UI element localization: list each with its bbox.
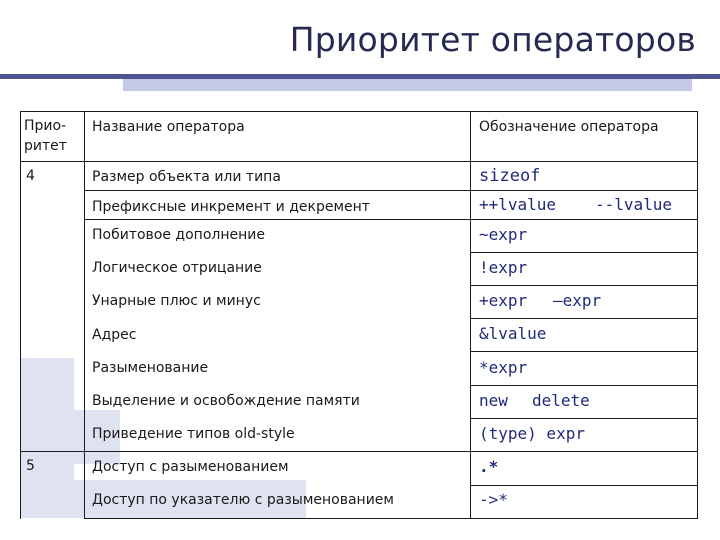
row-divider xyxy=(470,385,698,386)
column-divider-1 xyxy=(84,111,85,519)
row-divider xyxy=(470,418,698,419)
operator-notation: .* xyxy=(479,457,499,476)
operator-notation: sizeof xyxy=(479,166,541,186)
header-notation: Обозначение оператора xyxy=(479,119,659,135)
row-divider xyxy=(470,252,698,253)
operator-notation: --lvalue xyxy=(595,195,673,214)
row-divider xyxy=(84,190,698,191)
operator-notation: –expr xyxy=(553,291,602,310)
header-name: Название оператора xyxy=(92,119,245,135)
operator-notation: &lvalue xyxy=(479,324,547,343)
operator-notation: new xyxy=(479,391,508,410)
operator-name: Размер объекта или типа xyxy=(92,169,281,185)
operator-name: Унарные плюс и минус xyxy=(92,293,261,309)
row-divider xyxy=(470,351,698,352)
operator-notation: ++lvalue xyxy=(479,195,557,214)
operator-name: Логическое отрицание xyxy=(92,260,262,276)
table-border-right xyxy=(697,111,698,519)
priority-value: 4 xyxy=(26,168,35,184)
operator-notation: ~expr xyxy=(479,225,528,244)
priority-value: 5 xyxy=(26,458,35,474)
operator-notation: +expr xyxy=(479,291,528,310)
slide-title: Приоритет операторов xyxy=(289,20,696,59)
operators-table xyxy=(20,111,698,519)
row-divider xyxy=(470,485,698,486)
table-border-left xyxy=(20,111,21,519)
header-priority: Прио-ритет xyxy=(24,118,67,154)
operator-notation: delete xyxy=(532,391,590,410)
operator-notation: (type) expr xyxy=(479,424,585,443)
group-divider xyxy=(20,451,698,452)
column-divider-2 xyxy=(470,111,471,519)
row-divider xyxy=(84,219,698,220)
operator-notation: ->* xyxy=(479,490,508,509)
operator-notation: *expr xyxy=(479,358,528,377)
table-header-divider xyxy=(20,161,698,162)
table-border-bottom xyxy=(84,518,698,519)
operator-name: Доступ с разыменованием xyxy=(92,459,289,475)
operator-name: Адрес xyxy=(92,327,137,343)
title-underline-light xyxy=(123,79,692,91)
operator-name: Приведение типов old-style xyxy=(92,426,295,442)
operator-name: Разыменование xyxy=(92,360,209,376)
row-divider xyxy=(470,318,698,319)
operator-notation: !expr xyxy=(479,258,528,277)
operator-name: Побитовое дополнение xyxy=(92,227,265,243)
operator-name: Доступ по указателю с разыменованием xyxy=(92,492,394,508)
table-border-top xyxy=(20,111,698,112)
row-divider xyxy=(470,285,698,286)
operator-name: Выделение и освобождение памяти xyxy=(92,393,360,409)
operator-name: Префиксные инкремент и декремент xyxy=(92,199,370,215)
